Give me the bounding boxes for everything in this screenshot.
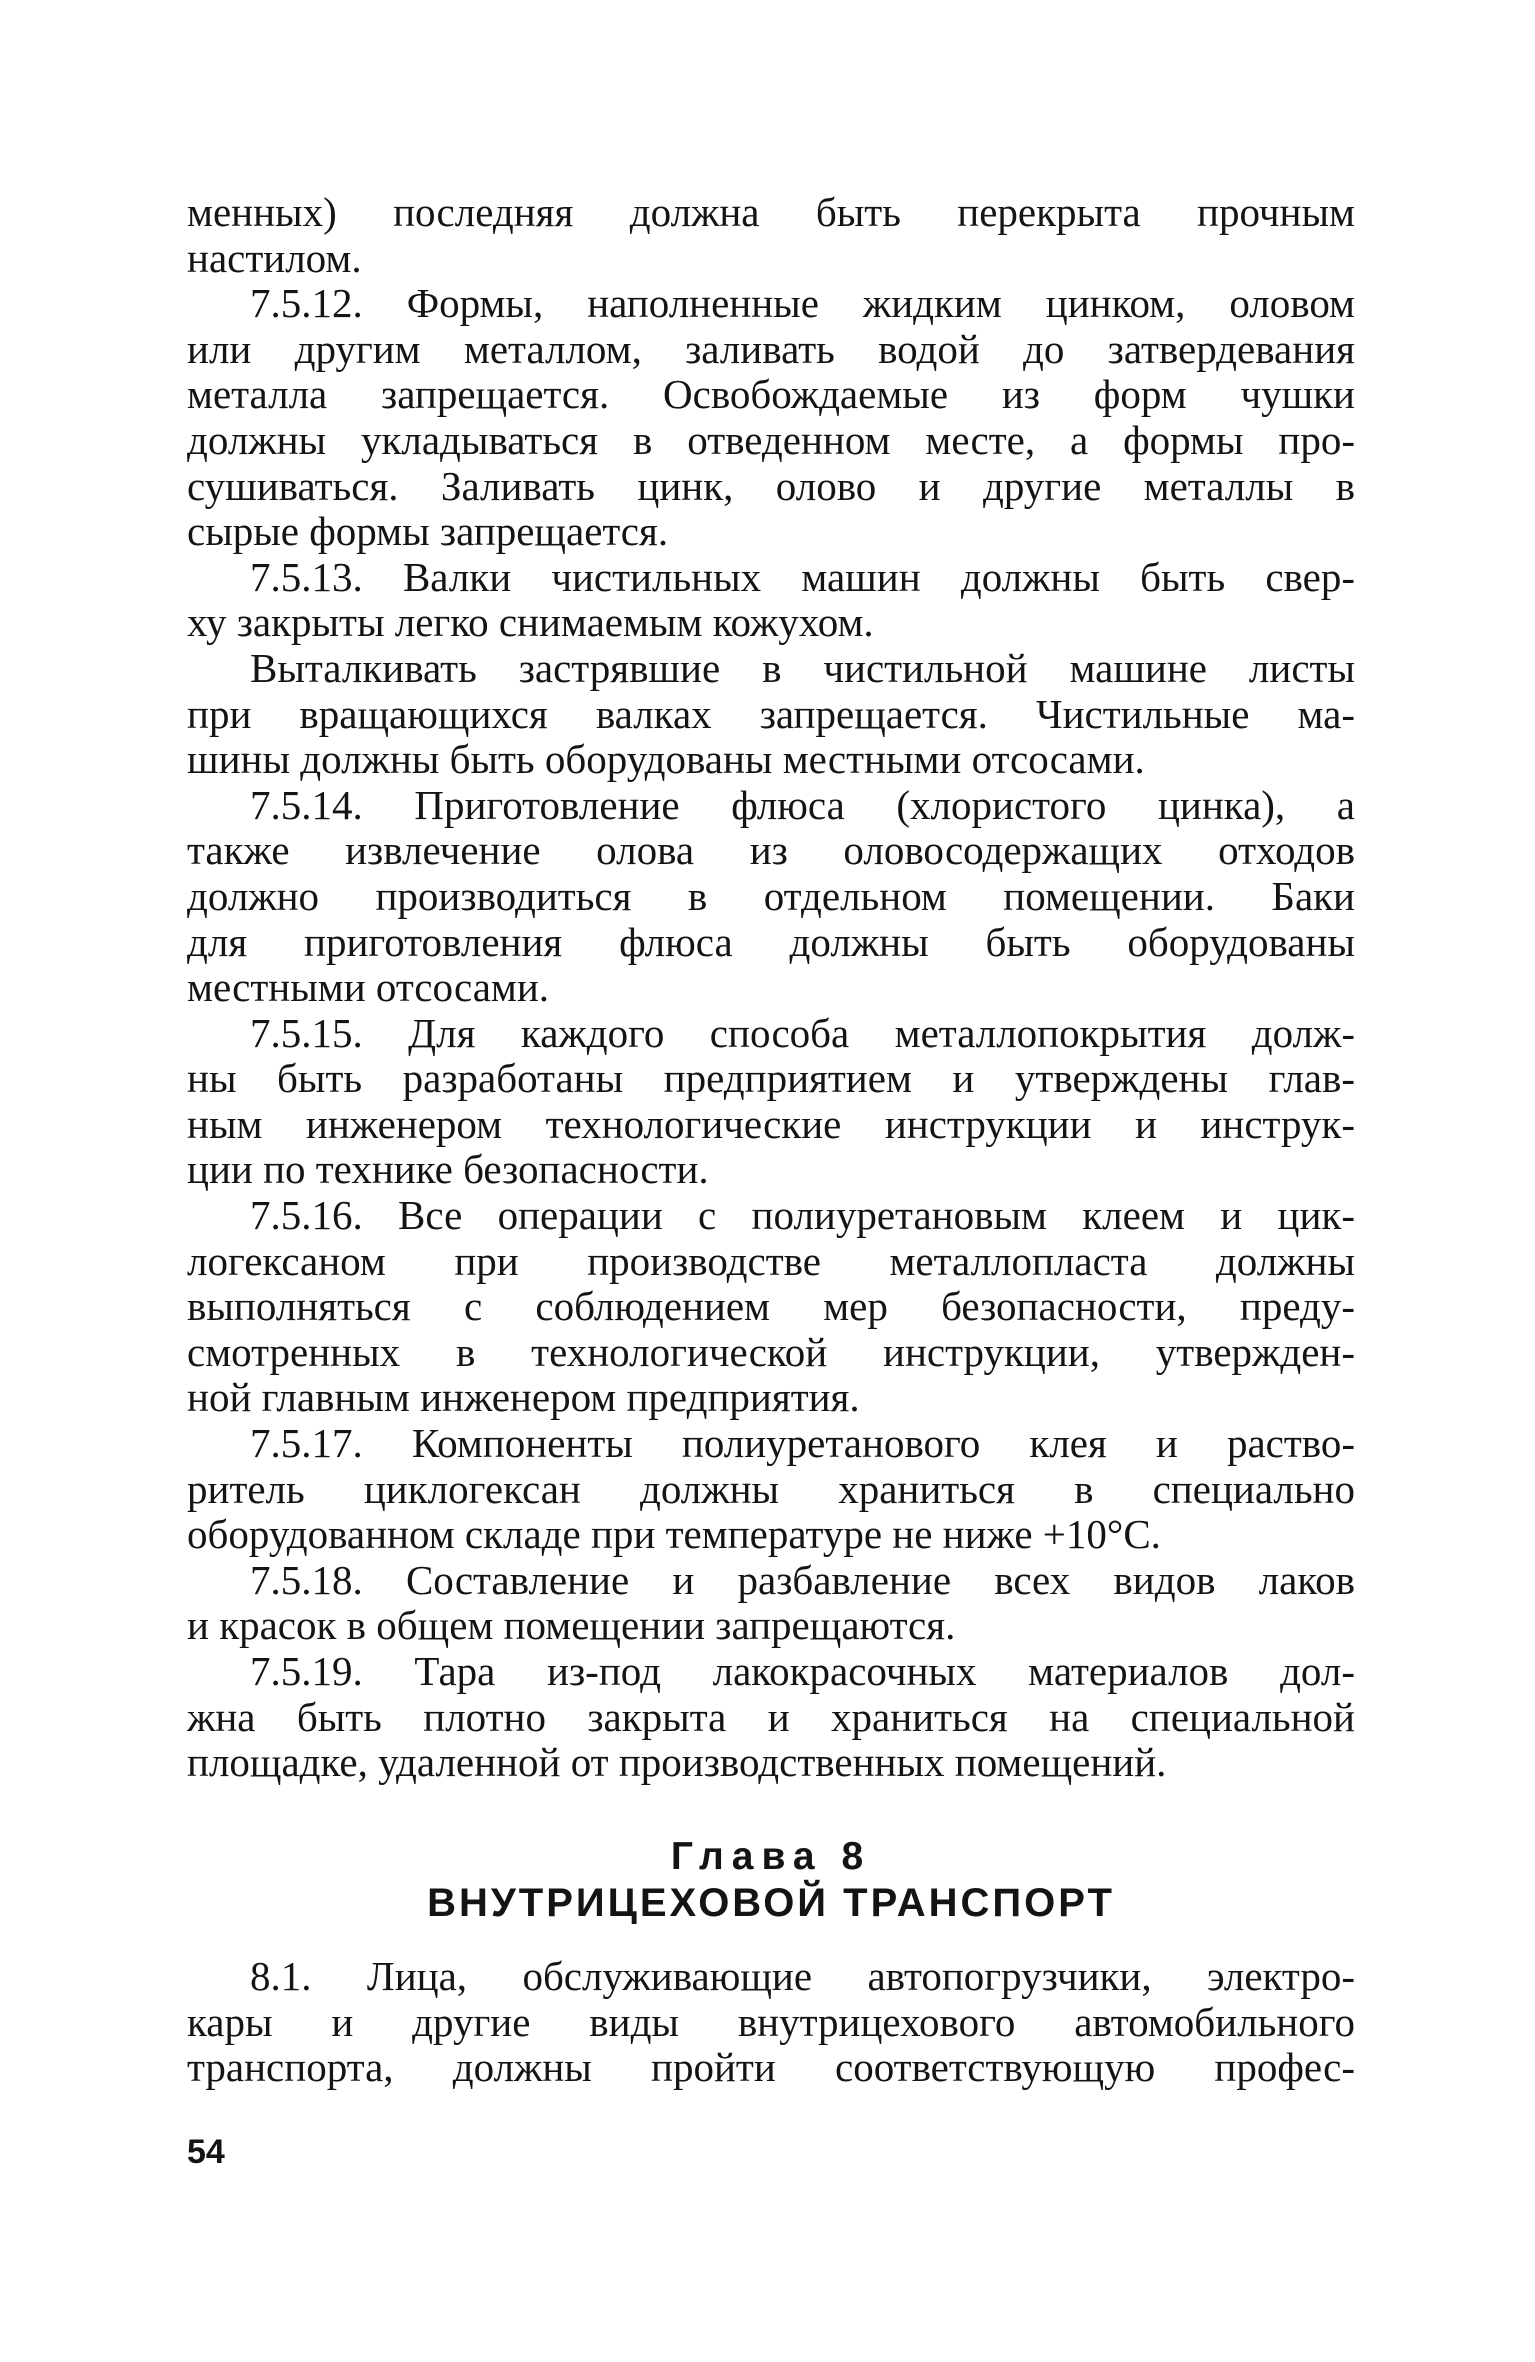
chapter-label: Глава 8: [670, 1835, 872, 1878]
text-line: логексаном при производстве металлопласта должны: [187, 1238, 1355, 1284]
text-line: ным инженером технологические инструкции и инструк-: [187, 1101, 1355, 1147]
text-line: ной главным инженером предприятия.: [187, 1375, 860, 1421]
text-line: сушиваться. Заливать цинк, олово и другие металлы в: [187, 463, 1355, 509]
text-line: и красок в общем помещении запрещаются.: [187, 1603, 956, 1649]
body-text-lower: [187, 1954, 1355, 2091]
text-line: жна быть плотно закрыта и храниться на специальной: [187, 1694, 1355, 1740]
text-line: 7.5.18. Составление и разбавление всех видов лаков: [250, 1557, 1355, 1603]
text-line: 7.5.12. Формы, наполненные жидким цинком, оловом: [250, 281, 1355, 327]
text-line: ции по технике безопасности.: [187, 1147, 709, 1193]
text-line: для приготовления флюса должны быть оборудованы: [187, 919, 1355, 965]
text-line: ритель циклогексан должны храниться в специально: [187, 1466, 1355, 1512]
text-line: площадке, удаленной от производственных помещений.: [187, 1740, 1167, 1786]
text-line: должны укладываться в отведенном месте, а формы про-: [187, 417, 1355, 463]
text-line: 7.5.15. Для каждого способа металлопокрытия долж-: [250, 1010, 1355, 1056]
text-line: металла запрещается. Освобождаемые из форм чушки: [187, 372, 1355, 418]
text-line: кары и другие виды внутрицехового автомобильного: [187, 1999, 1355, 2045]
text-line: смотренных в технологической инструкции, утвержден-: [187, 1329, 1355, 1375]
text-line: оборудованном складе при температуре не ниже +10°С.: [187, 1512, 1161, 1558]
page-number: 54: [187, 2133, 225, 2171]
text-line: 7.5.17. Компоненты полиуретанового клея и раство-: [250, 1421, 1355, 1467]
text-line: при вращающихся валках запрещается. Чистильные ма-: [187, 691, 1355, 737]
text-line: настилом.: [187, 235, 362, 281]
text-line: 8.1. Лица, обслуживающие автопогрузчики, электро-: [250, 1954, 1355, 1999]
text-line: 7.5.14. Приготовление флюса (хлористого цинка), а: [250, 782, 1355, 828]
text-line: выполняться с соблюдением мер безопасности, преду-: [187, 1284, 1355, 1330]
chapter-title: ВНУТРИЦЕХОВОЙ ТРАНСПОРТ: [427, 1881, 1115, 1925]
text-line: транспорта, должны пройти соответствующую профес-: [187, 2045, 1355, 2091]
text-line: также извлечение олова из оловосодержащих отходов: [187, 828, 1355, 874]
text-line: сырые формы запрещается.: [187, 509, 669, 555]
body-text-upper: [187, 190, 1355, 1786]
text-line: 7.5.19. Тара из-под лакокрасочных материалов дол-: [250, 1649, 1355, 1694]
text-line: 7.5.13. Валки чистильных машин должны быть свер-: [250, 554, 1355, 600]
text-line: местными отсосами.: [187, 965, 550, 1011]
text-line: 7.5.16. Все операции с полиуретановым клеем и цик-: [250, 1193, 1355, 1239]
text-line: ху закрыты легко снимаемым кожухом.: [187, 600, 874, 646]
text-line: менных) последняя должна быть перекрыта прочным: [187, 190, 1355, 235]
text-line: Выталкивать застрявшие в чистильной машине листы: [250, 645, 1355, 691]
text-line: шины должны быть оборудованы местными отсосами.: [187, 737, 1145, 783]
book-page: [187, 0, 1355, 2362]
text-line: ны быть разработаны предприятием и утверждены глав-: [187, 1056, 1355, 1102]
text-line: должно производиться в отдельном помещении. Баки: [187, 873, 1355, 919]
text-line: или другим металлом, заливать водой до затвердевания: [187, 326, 1355, 372]
